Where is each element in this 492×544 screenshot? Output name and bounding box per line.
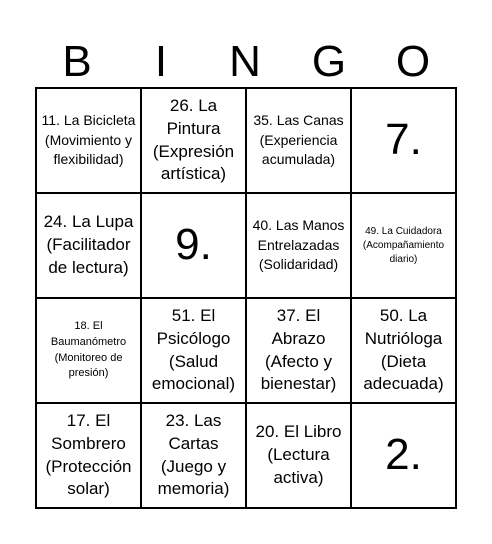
bingo-cell-r1c4[interactable]: [351, 88, 456, 193]
bingo-cell-r3c4[interactable]: [351, 298, 456, 403]
cell-text: 20. El Libro (Lectura activa): [255, 422, 342, 487]
header-letter-g: G: [311, 37, 347, 86]
header-letter-i: I: [154, 37, 168, 86]
cell-text: 2.: [385, 430, 422, 480]
cell-text: 24. La Lupa (Facilitador de lectura): [43, 212, 134, 277]
bingo-cell-r2c3[interactable]: [246, 193, 351, 298]
bingo-cell-r2c1[interactable]: [36, 193, 141, 298]
cell-text: 51. El Psicólogo (Salud emocional): [151, 305, 236, 394]
bingo-cell-r3c3[interactable]: [246, 298, 351, 403]
bingo-header: [35, 37, 455, 87]
bingo-cell-r2c2[interactable]: [141, 193, 246, 298]
cell-text: 11. La Bicicleta (Movimiento y flexibilidad): [41, 112, 136, 168]
cell-text: 9.: [175, 220, 212, 270]
cell-text: 37. El Abrazo (Afecto y bienestar): [260, 305, 337, 394]
cell-text: 26. La Pintura (Expresión artística): [152, 95, 235, 184]
bingo-cell-r4c3[interactable]: [246, 403, 351, 508]
bingo-cell-r3c2[interactable]: [141, 298, 246, 403]
cell-text: 7.: [385, 115, 422, 165]
cell-text: 40. Las Manos Entrelazadas (Solidaridad): [252, 217, 345, 273]
cell-text: 35. Las Canas (Experiencia acumulada): [253, 112, 344, 168]
bingo-cell-r1c2[interactable]: [141, 88, 246, 193]
header-letter-o: O: [395, 37, 431, 86]
cell-text: 18. El Baumanómetro (Monitoreo de presión): [50, 319, 127, 380]
cell-text: 23. Las Cartas (Juego y memoria): [157, 410, 230, 499]
bingo-cell-r4c4[interactable]: [351, 403, 456, 508]
bingo-cell-r1c1[interactable]: [36, 88, 141, 193]
header-letter-n: N: [229, 37, 261, 86]
bingo-cell-r4c2[interactable]: [141, 403, 246, 508]
header-letter-b: B: [62, 37, 92, 86]
bingo-cell-r2c4[interactable]: [351, 193, 456, 298]
bingo-cell-r1c3[interactable]: [246, 88, 351, 193]
bingo-cell-r4c1[interactable]: [36, 403, 141, 508]
bingo-card-grid: [35, 87, 457, 509]
bingo-cell-r3c1[interactable]: [36, 298, 141, 403]
cell-text: 49. La Cuidadora (Acompañamiento diario): [362, 225, 445, 265]
cell-text: 50. La Nutrióloga (Dieta adecuada): [363, 305, 444, 394]
cell-text: 17. El Sombrero (Protección solar): [45, 410, 132, 499]
